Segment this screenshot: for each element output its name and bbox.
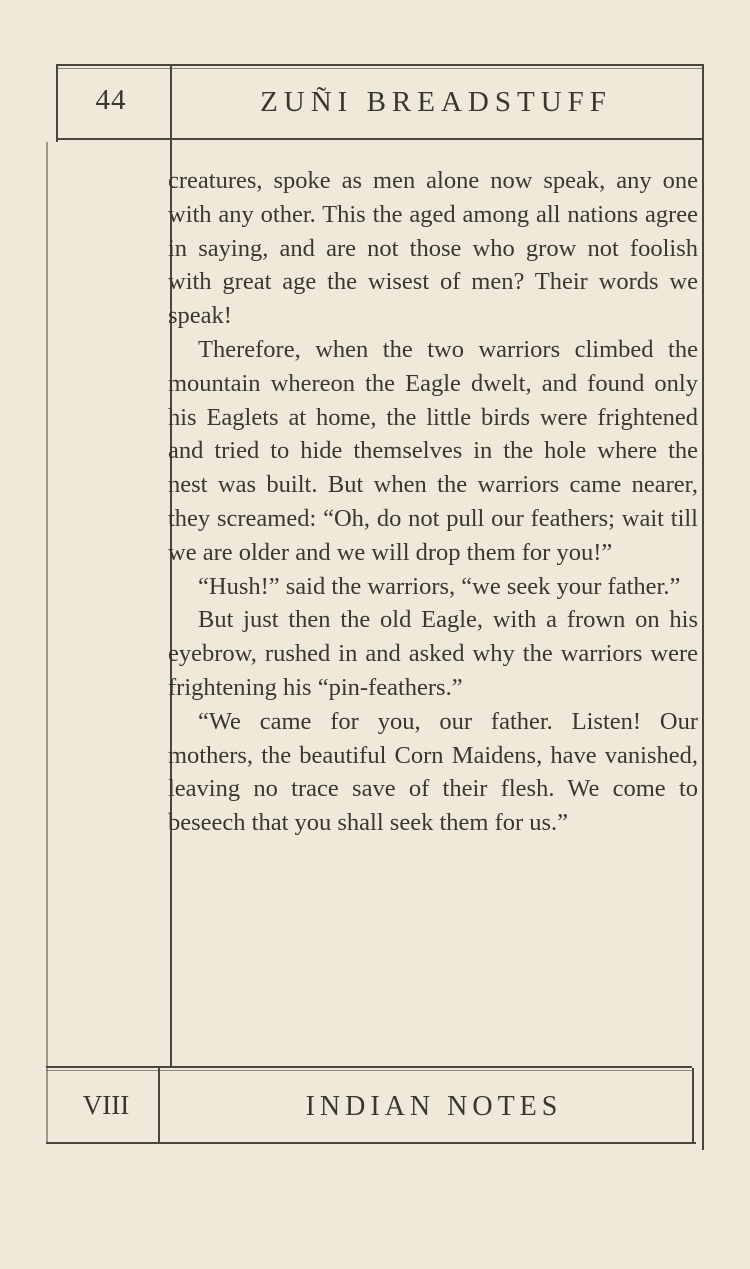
paragraph: But just then the old Eagle, with a frown on his eyebrow, rushed in and asked why the warriors were frightening his “pin-feathers.” xyxy=(168,606,698,701)
header-rule xyxy=(56,138,704,140)
right-rule xyxy=(702,64,704,1150)
series-title: INDIAN NOTES xyxy=(305,1091,563,1122)
page-number: 44 xyxy=(95,84,127,116)
running-title: ZUÑI BREADSTUFF xyxy=(260,86,612,118)
top-rule-inner xyxy=(56,68,704,69)
paragraph: creatures, spoke as men alone now speak, any one with any other. This the aged among all nations agree in saying, and are not those who grow not foolish with great age the wisest of men? Their words we speak! xyxy=(168,167,698,330)
page-frame xyxy=(46,64,704,1146)
footer-top-rule-inner xyxy=(46,1070,692,1071)
footer-top-rule xyxy=(46,1066,692,1068)
gutter-rule-footer xyxy=(158,1068,160,1144)
left-body-rule xyxy=(46,142,48,1144)
body-text xyxy=(168,164,698,840)
paragraph: Therefore, when the two warriors climbed the mountain whereon the Eagle dwelt, and found only his Eaglets at home, the little birds were frightened and tried to hide themselves in the hole where the nest was built. But when the warriors came nearer, they screamed: “Oh, do not pull our feathers; wait till we are older and we will drop them for you!” xyxy=(168,335,698,566)
footer-bottom-rule xyxy=(46,1142,696,1144)
paragraph: “We came for you, our father. Listen! Our mothers, the beautiful Corn Maidens, have vanished, leaving no trace save of their flesh. We come to beseech that you shall seek them for us.” xyxy=(168,707,698,837)
volume-number: VIII xyxy=(82,1090,130,1120)
top-rule xyxy=(56,64,704,66)
paragraph: “Hush!” said the warriors, “we seek your father.” xyxy=(198,572,681,600)
